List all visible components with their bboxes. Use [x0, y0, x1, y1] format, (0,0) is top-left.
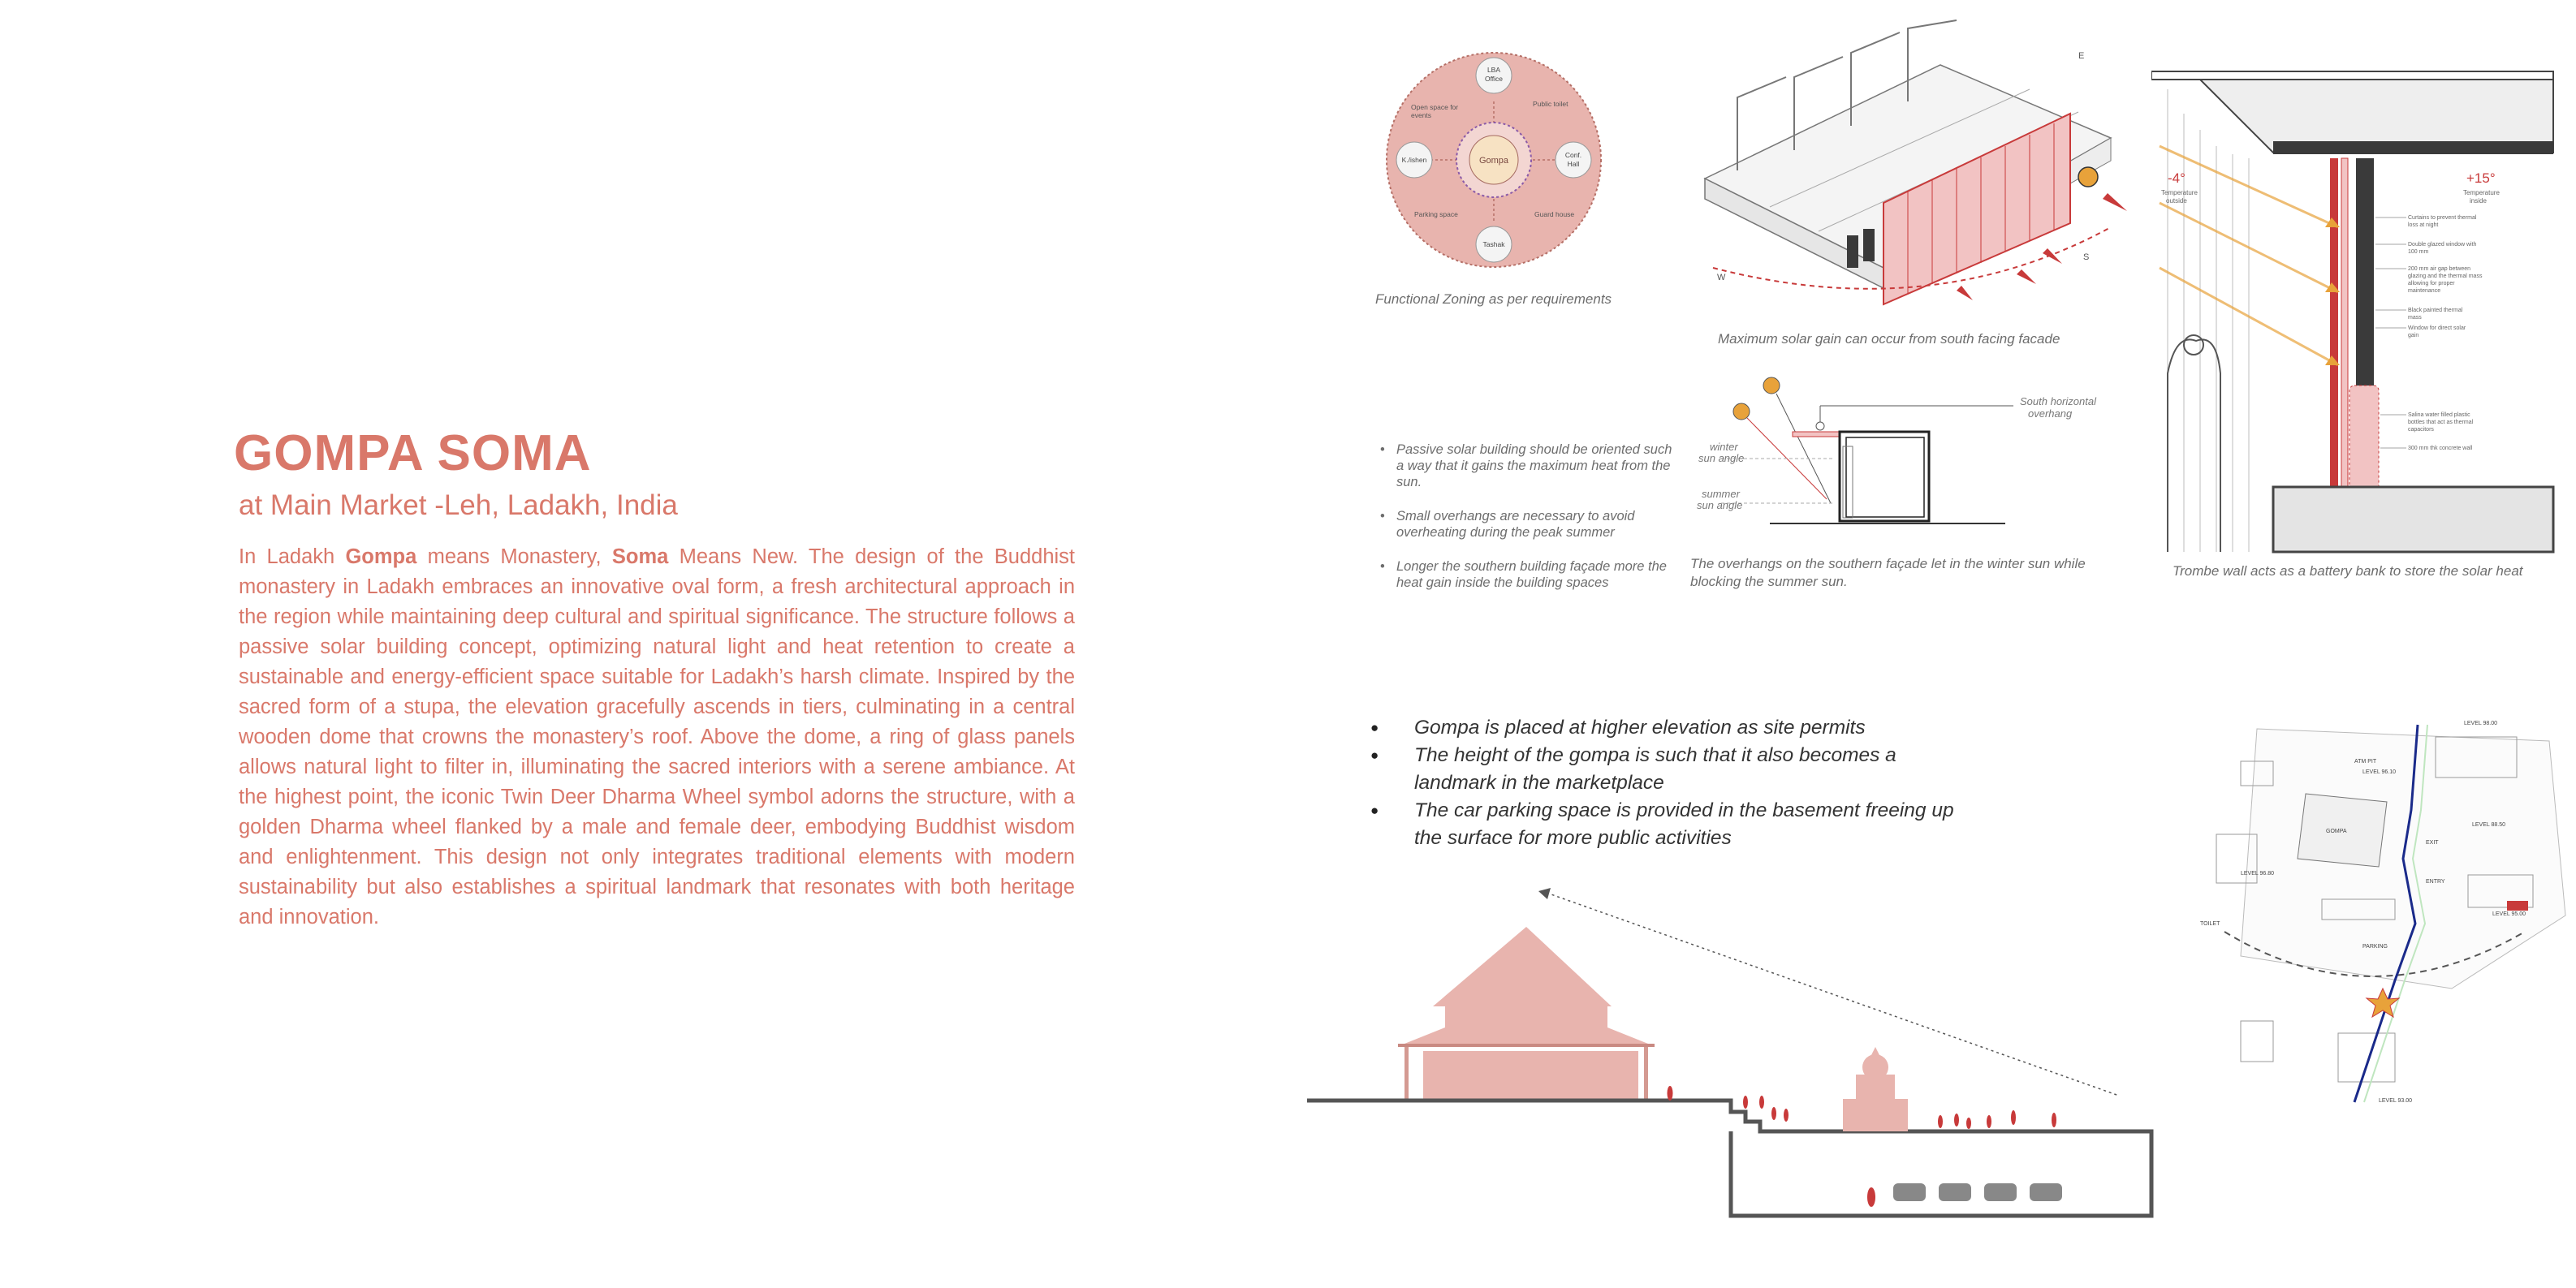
trombe-note: Double glazed window with: [2408, 242, 2477, 248]
overhang-label: overhang: [2028, 407, 2073, 420]
zoning-node-label: Office: [1484, 75, 1504, 83]
zoning-label: Public toilet: [1533, 100, 1568, 108]
list-item: ● The height of the gompa is such that it also becomes a landmark in the marketplace: [1370, 742, 1971, 797]
trombe-note: 300 mm thk concrete wall: [2408, 446, 2473, 451]
site-label: GOMPA: [2326, 829, 2347, 834]
zoning-node-label: K./ishen: [1401, 156, 1427, 164]
zoning-center-label: Gompa: [1478, 156, 1509, 166]
desc-part: In Ladakh: [239, 545, 346, 568]
page-title: GOMPA SOMA: [234, 425, 592, 481]
inside-temp: +15°: [2466, 170, 2496, 186]
passive-strategy-list: [1380, 442, 1672, 609]
trombe-note: glazing and the thermal mass: [2408, 274, 2483, 279]
site-plan: [2192, 713, 2574, 1110]
trombe-note: bottles that act as thermal: [2408, 420, 2474, 425]
trombe-note: 200 mm air gap between: [2408, 266, 2471, 272]
overhang-diagram: [1681, 369, 2119, 556]
trombe-note: Curtains to prevent thermal: [2408, 215, 2477, 221]
desc-bold-gompa: Gompa: [345, 545, 417, 568]
sun-icon: [2078, 167, 2098, 187]
trombe-note: Window for direct solar: [2408, 325, 2466, 331]
parked-cars: [1893, 1183, 2062, 1201]
site-strategy-list: [1370, 714, 1971, 852]
winter-label: sun angle: [1698, 452, 1745, 464]
trombe-note: loss at night: [2408, 222, 2439, 228]
desc-part: Means New. The design of the Buddhist monastery in Ladakh embraces an innovative oval form, a fresh architectural approach in the region while maintaining deep cultural and spiritual significance. The structure follows a passive solar building concept, optimizing natural light and heat retention to create a sustainable and energy-efficient space suitable for Ladakh’s harsh climate. Inspired by the sacred form of a stupa, the elevation gracefully ascends in tiers, culminating in a central wooden dome that crowns the monastery’s roof. Above the dome, a ring of glass panels allows natural light to filter in, illuminating the sacred interiors with a serene ambiance. At the highest point, the iconic Twin Deer Dharma Wheel symbol adorns the structure, with a golden Dharma wheel flanked by a male and female deer, embodying Buddhist wisdom and enlightenment. This design not only integrates traditional elements with modern sustainability but also establishes a spiritual landmark that resonates with both heritage and innovation.: [239, 545, 1075, 928]
zoning-node-label: Hall: [1567, 160, 1580, 168]
zoning-label: events: [1411, 111, 1432, 119]
trombe-wall-section: [2151, 65, 2557, 560]
list-item: ● Gompa is placed at higher elevation as site permits: [1370, 714, 1971, 742]
trombe-note: mass: [2408, 315, 2422, 321]
sun-icon: [1763, 377, 1780, 394]
site-label: LEVEL 96.10: [2362, 769, 2396, 775]
temp-label: outside: [2166, 197, 2187, 205]
zoning-node-label: Tashak: [1482, 240, 1505, 248]
zoning-node-label: LBA: [1486, 66, 1501, 74]
list-item: • Longer the southern building façade more the heat gain inside the building spaces: [1380, 558, 1672, 591]
zoning-label: Guard house: [1534, 210, 1575, 218]
winter-label: winter: [1710, 441, 1738, 453]
compass-label: E: [2078, 51, 2085, 61]
solar-gain-axonometric: [1689, 16, 2127, 325]
site-label: LEVEL 95.00: [2492, 911, 2526, 917]
zoning-node-label: Conf.: [1564, 151, 1582, 159]
site-label: TOILET: [2200, 921, 2220, 927]
trombe-note: Black painted thermal: [2408, 308, 2463, 313]
site-section: [1307, 885, 2160, 1226]
summer-label: summer: [1702, 488, 1740, 500]
summer-label: sun angle: [1697, 499, 1743, 511]
functional-zoning-diagram: [1372, 45, 1640, 288]
list-item: • Passive solar building should be oriented such a way that it gains the maximum heat from the sun.: [1380, 442, 1672, 490]
outside-temp: -4°: [2168, 170, 2186, 186]
compass-label: S: [2083, 252, 2090, 262]
site-label: ATM PIT: [2354, 759, 2377, 765]
trombe-note: 100 mm: [2408, 249, 2429, 255]
overhang-caption: The overhangs on the southern façade let in the winter sun while blocking the summer sun.: [1690, 556, 2086, 589]
desc-part: means Monastery,: [416, 545, 612, 568]
site-label: PARKING: [2362, 944, 2388, 950]
zoning-label: Parking space: [1414, 210, 1458, 218]
zoning-caption: Functional Zoning as per requirements: [1375, 291, 1612, 307]
site-label: LEVEL 96.80: [2241, 871, 2274, 877]
trombe-note: capacitors: [2408, 427, 2434, 433]
trombe-note: Salina water filled plastic: [2408, 412, 2470, 418]
solar-gain-caption: Maximum solar gain can occur from south facing facade: [1718, 331, 2060, 347]
site-label: LEVEL 88.50: [2472, 822, 2505, 828]
temp-label: Temperature: [2161, 189, 2198, 196]
trombe-note: allowing for proper: [2408, 281, 2455, 286]
zoning-label: Open space for: [1411, 103, 1459, 111]
list-item: • Small overhangs are necessary to avoid overheating during the peak summer: [1380, 508, 1672, 541]
site-label: ENTRY: [2426, 879, 2445, 885]
trombe-note: maintenance: [2408, 288, 2441, 294]
sun-icon: [1733, 403, 1750, 420]
compass-label: W: [1717, 273, 1726, 282]
trombe-caption: Trombe wall acts as a battery bank to store the solar heat: [2173, 563, 2523, 579]
site-label: EXIT: [2426, 840, 2439, 846]
desc-bold-soma: Soma: [611, 545, 669, 568]
page-subtitle: at Main Market -Leh, Ladakh, India: [239, 489, 678, 521]
trombe-note: gain: [2408, 333, 2419, 338]
project-description: [239, 542, 1075, 933]
temp-label: Temperature: [2463, 189, 2500, 196]
overhang-label: South horizontal: [2020, 395, 2096, 407]
person-figure: [2168, 339, 2220, 552]
temp-label: inside: [2470, 197, 2487, 205]
site-label: LEVEL 93.00: [2379, 1098, 2412, 1104]
site-label: LEVEL 98.00: [2464, 721, 2497, 726]
list-item: ● The car parking space is provided in the basement freeing up the surface for more public activities: [1370, 797, 1971, 852]
